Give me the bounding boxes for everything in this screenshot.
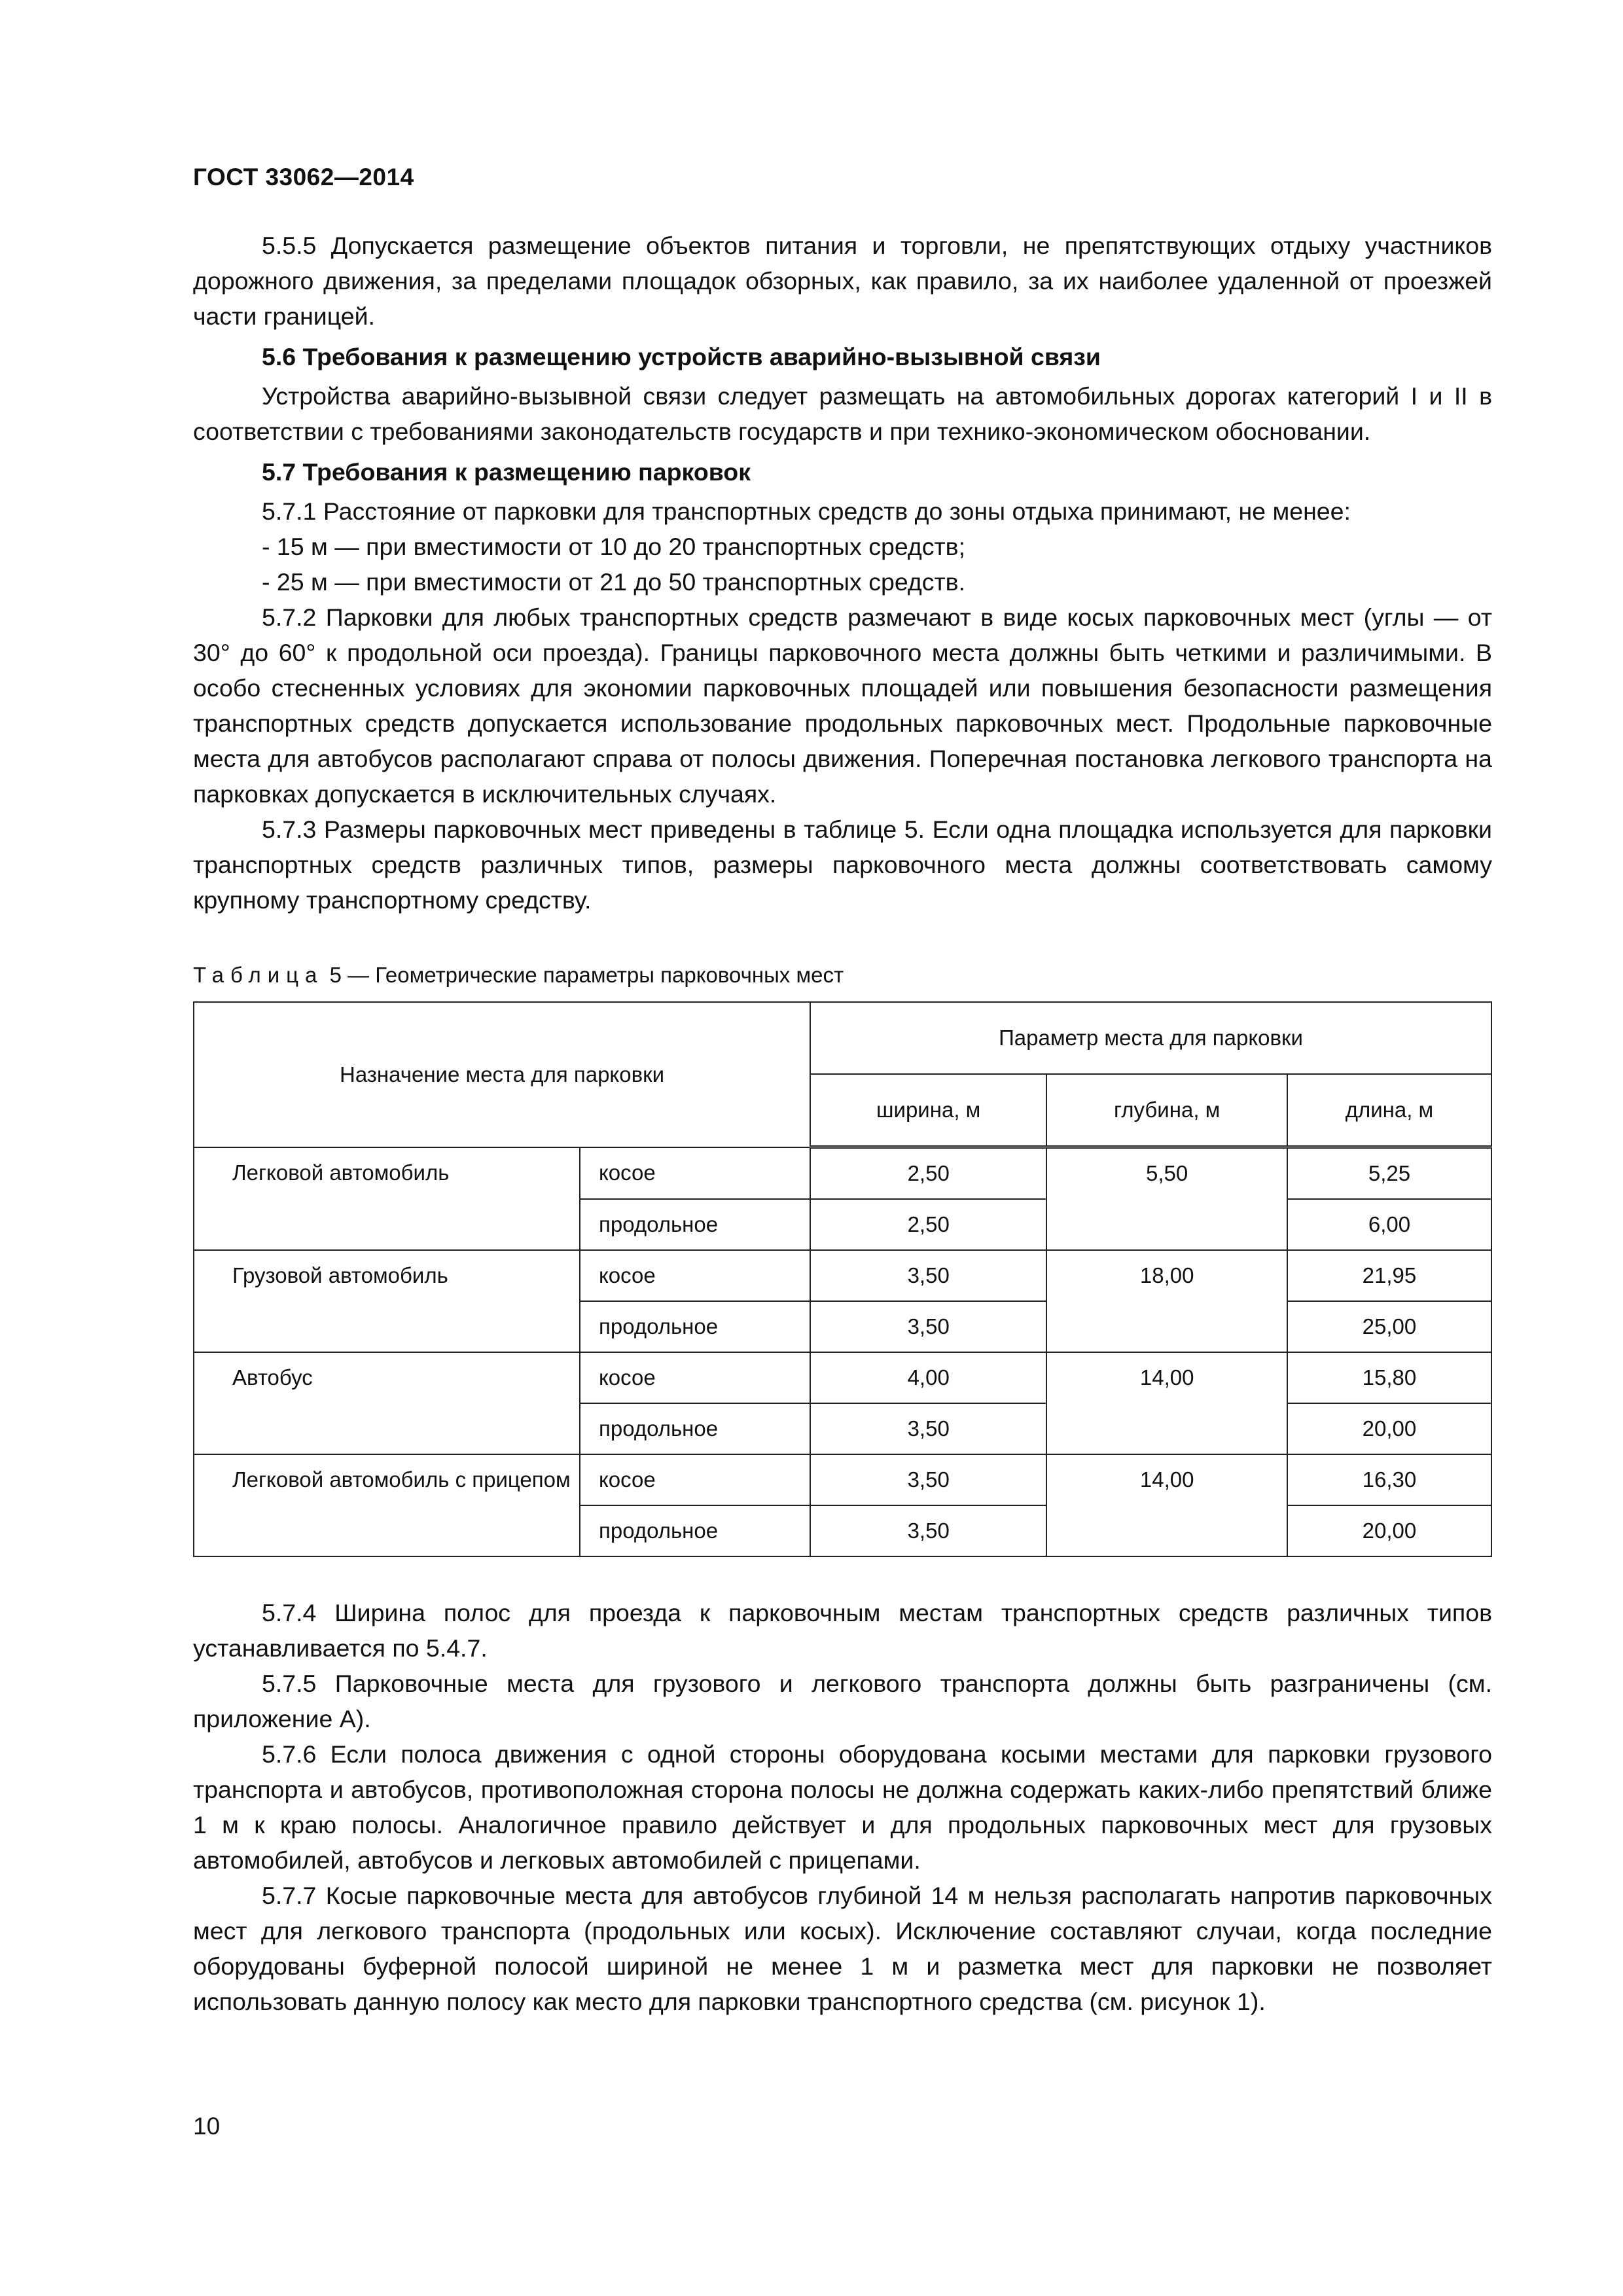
paragraph-5-7-4: 5.7.4 Ширина полос для проезда к парковочным местам транспортных средств различных типов устанавливается по 5.4.7. — [193, 1599, 1492, 1662]
length-cell: 21,95 — [1287, 1250, 1491, 1301]
width-cell: 3,50 — [810, 1403, 1046, 1454]
width-cell: 2,50 — [810, 1199, 1046, 1250]
table-row — [194, 1454, 1491, 1505]
placement-cell: продольное — [580, 1505, 810, 1556]
table-row — [194, 1147, 1491, 1200]
document-page — [193, 0, 1492, 2296]
paragraph-5-7-2: 5.7.2 Парковки для любых транспортных средств размечают в виде косых парковочных мест (углы — от 30° до 60° к продольной оси проезда). Границы парковочного места должны быть четкими и различимыми. В особо стесненных условиях для экономии парковочных площадей или повышения безопасности размещения транспортных средств допускается использование продольных парковочных мест. Продольные парковочные места для автобусов располагают справа от полосы движения. Поперечная постановка легкового транспорта на парковках допускается в исключительных случаях. — [193, 603, 1492, 808]
header-parameters: Параметр места для парковки — [810, 1002, 1491, 1074]
table-row — [194, 1352, 1491, 1403]
width-cell: 2,50 — [810, 1147, 1046, 1200]
page-number: 10 — [193, 2113, 221, 2140]
placement-cell: косое — [580, 1147, 810, 1200]
depth-cell: 14,00 — [1046, 1454, 1287, 1556]
length-cell: 15,80 — [1287, 1352, 1491, 1403]
width-cell: 3,50 — [810, 1301, 1046, 1352]
paragraph-5-7-6: 5.7.6 Если полоса движения с одной стороны оборудована косыми местами для парковки грузового транспорта и автобусов, противоположная сторона полосы не должна содержать каких-либо препятствий ближе 1 м к краю полосы. Аналогичное правило действует и для продольных парковочных мест для грузовых автомобилей, автобусов и легковых автомобилей с прицепами. — [193, 1740, 1492, 1874]
width-cell: 3,50 — [810, 1250, 1046, 1301]
document-header: ГОСТ 33062—2014 — [193, 164, 414, 190]
length-cell: 20,00 — [1287, 1403, 1491, 1454]
length-cell: 20,00 — [1287, 1505, 1491, 1556]
paragraph-5-6: Устройства аварийно-вызывной связи следует размещать на автомобильных дорогах категорий I и II в соответствии с требованиями законодательств государств и при технико-экономическом обосновании. — [193, 382, 1492, 445]
list-item: - 15 м — при вместимости от 10 до 20 транспортных средств; — [262, 533, 965, 560]
paragraph-5-5-5: 5.5.5 Допускается размещение объектов питания и торговли, не препятствующих отдыху участников дорожного движения, за пределами площадок обзорных, как правило, за их наиболее удаленной от проезжей части границей. — [193, 232, 1492, 330]
placement-cell: косое — [580, 1454, 810, 1505]
vehicle-type-cell: Автобус — [194, 1352, 580, 1454]
vehicle-type-cell: Легковой автомобиль — [194, 1147, 580, 1251]
width-cell: 3,50 — [810, 1505, 1046, 1556]
width-cell: 4,00 — [810, 1352, 1046, 1403]
table-row — [194, 1250, 1491, 1301]
header-purpose: Назначение места для парковки — [194, 1002, 810, 1147]
placement-cell: продольное — [580, 1199, 810, 1250]
list-item: - 25 м — при вместимости от 21 до 50 транспортных средств. — [262, 568, 965, 596]
length-cell: 16,30 — [1287, 1454, 1491, 1505]
depth-cell: 18,00 — [1046, 1250, 1287, 1352]
header-length: длина, м — [1287, 1074, 1491, 1147]
document-body — [193, 228, 1492, 2019]
vehicle-type-cell: Грузовой автомобиль — [194, 1250, 580, 1352]
length-cell: 5,25 — [1287, 1147, 1491, 1200]
table-caption — [193, 960, 1492, 991]
length-cell: 25,00 — [1287, 1301, 1491, 1352]
width-cell: 3,50 — [810, 1454, 1046, 1505]
paragraph-5-7-3: 5.7.3 Размеры парковочных мест приведены в таблице 5. Если одна площадка используется для парковки транспортных средств различных типов, размеры парковочного места должны соответствовать самому крупному транспортному средству. — [193, 816, 1492, 914]
table-caption-label: Таблица — [193, 963, 324, 987]
table-caption-text: 5 — Геометрические параметры парковочных мест — [329, 963, 844, 987]
section-heading-5-6: 5.6 Требования к размещению устройств аварийно-вызывной связи — [262, 343, 1101, 370]
placement-cell: продольное — [580, 1301, 810, 1352]
header-width: ширина, м — [810, 1074, 1046, 1147]
placement-cell: косое — [580, 1250, 810, 1301]
paragraph-5-7-5: 5.7.5 Парковочные места для грузового и легкового транспорта должны быть разграничены (см. приложение А). — [193, 1670, 1492, 1732]
vehicle-type-cell: Легковой автомобиль с прицепом — [194, 1454, 580, 1556]
placement-cell: косое — [580, 1352, 810, 1403]
depth-cell: 5,50 — [1046, 1147, 1287, 1251]
paragraph-5-7-7: 5.7.7 Косые парковочные места для автобусов глубиной 14 м нельзя располагать напротив парковочных мест для легкового транспорта (продольных или косых). Исключение составляют случаи, когда последние оборудованы буферной полосой шириной не менее 1 м и разметка мест для парковки не позволяет использовать данную полосу как место для парковки транспортного средства (см. рисунок 1). — [193, 1882, 1492, 2015]
parking-parameters-table — [193, 1001, 1492, 1557]
placement-cell: продольное — [580, 1403, 810, 1454]
header-depth: глубина, м — [1046, 1074, 1287, 1147]
depth-cell: 14,00 — [1046, 1352, 1287, 1454]
section-heading-5-7: 5.7 Требования к размещению парковок — [262, 458, 751, 486]
paragraph-5-7-1: 5.7.1 Расстояние от парковки для транспортных средств до зоны отдыха принимают, не менее: — [262, 497, 1351, 525]
length-cell: 6,00 — [1287, 1199, 1491, 1250]
